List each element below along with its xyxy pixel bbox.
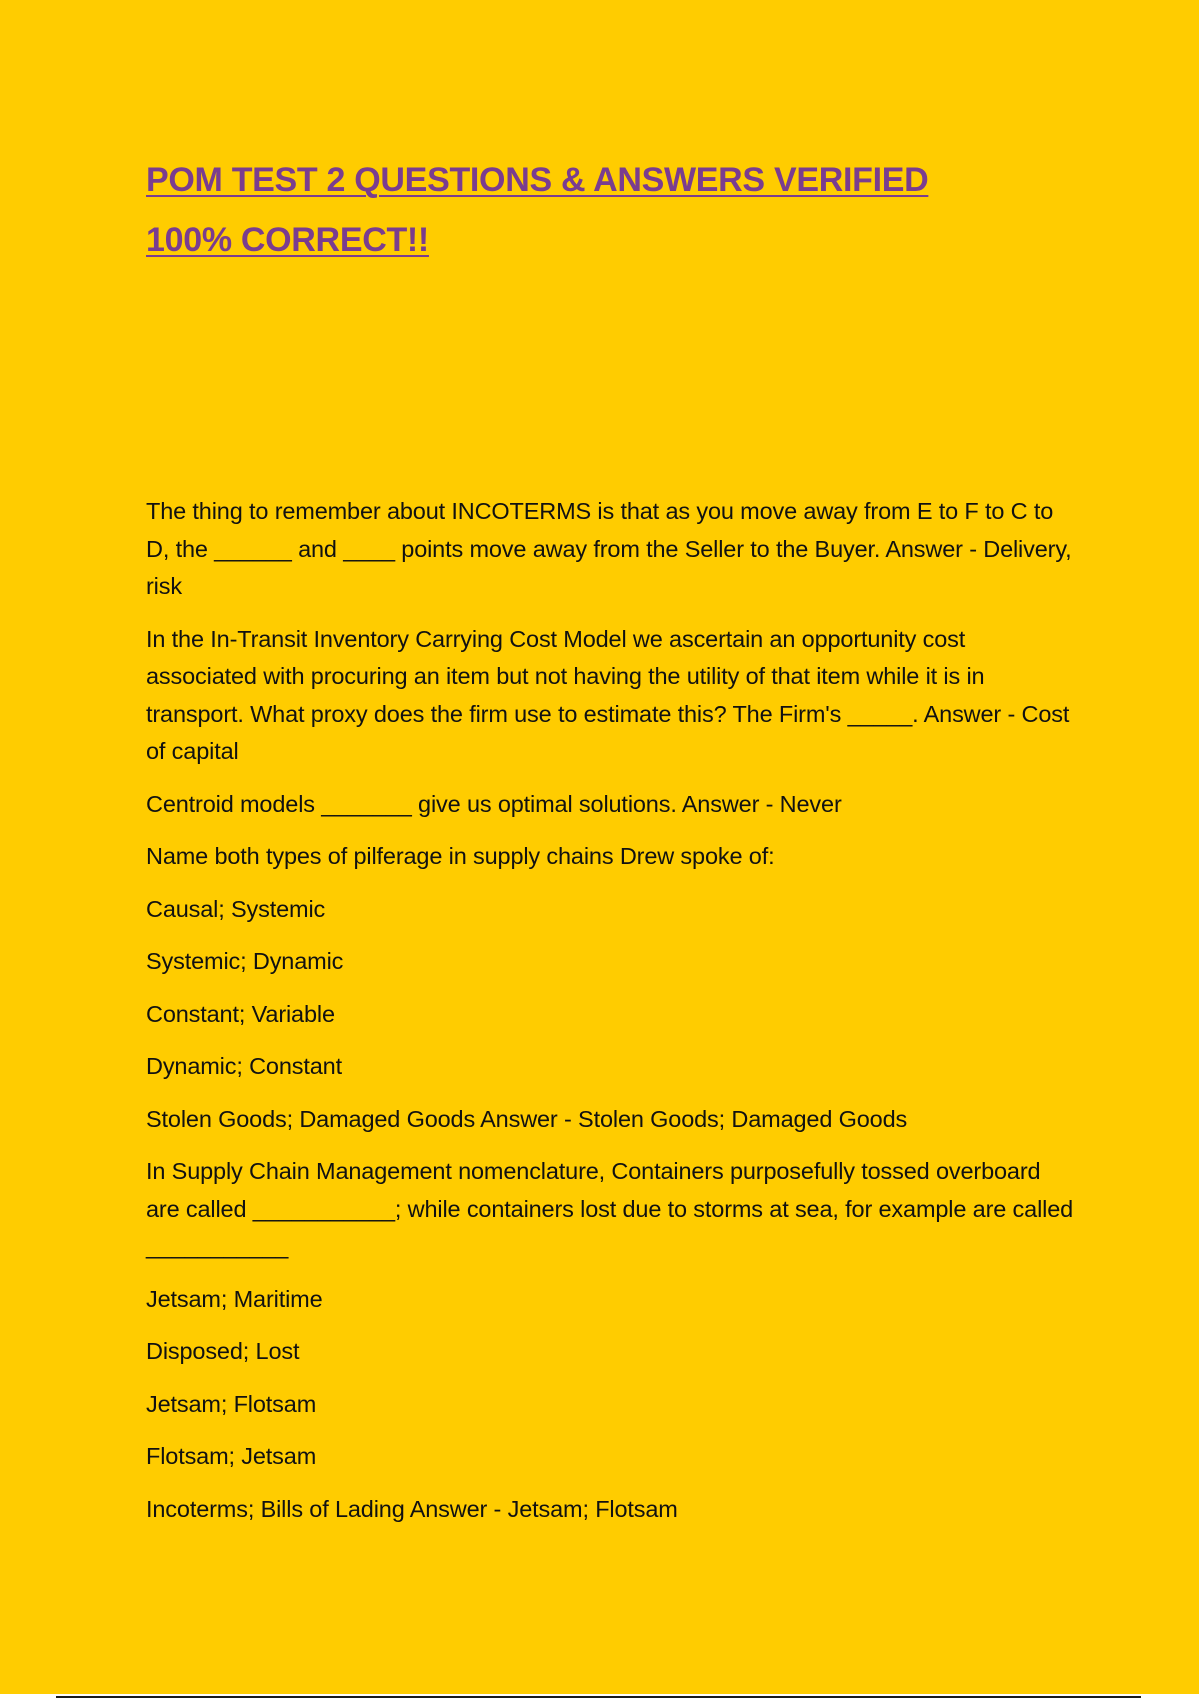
document-title [146, 150, 1046, 270]
question-centroid-models: Centroid models _______ give us optimal solutions. Answer - Never [146, 790, 842, 817]
question-in-transit-cost: In the In-Transit Inventory Carrying Cost Model we ascertain an opportunity cost associated with procuring an item but not having the utility of that item while it is in transport. What proxy does the firm use to estimate this? The Firm's _____. Answer - Cost of capital [146, 625, 1070, 764]
answer-option: Disposed; Lost [146, 1338, 300, 1364]
title-line-2: 100% CORRECT!! [146, 221, 429, 259]
answer-option: Jetsam; Maritime [146, 1285, 323, 1312]
question-incoterms: The thing to remember about INCOTERMS is that as you move away from E to F to C to D, the ______ and ____ points move away from the Seller to the Buyer. Answer - Delivery, risk [146, 498, 1072, 599]
answer-option: Systemic; Dynamic [146, 948, 344, 974]
page-divider [56, 1696, 1141, 1698]
title-line-1: POM TEST 2 QUESTIONS & ANSWERS VERIFIED [146, 161, 929, 199]
question-pilferage: Name both types of pilferage in supply chains Drew spoke of: [146, 843, 775, 869]
document-body [146, 493, 1076, 1543]
answer-option: Jetsam; Flotsam [146, 1390, 317, 1417]
answer-option: Causal; Systemic [146, 895, 326, 922]
answer-option-with-answer: Stolen Goods; Damaged Goods Answer - Stolen Goods; Damaged Goods [146, 1105, 908, 1132]
answer-option-with-answer: Incoterms; Bills of Lading Answer - Jetsam; Flotsam [146, 1495, 678, 1522]
question-containers-overboard: In Supply Chain Management nomenclature, Containers purposefully tossed overboard are called ___________; while containers lost due to storms at sea, for example are called ___________ [146, 1158, 1074, 1259]
answer-option: Flotsam; Jetsam [146, 1443, 317, 1469]
answer-option: Dynamic; Constant [146, 1053, 342, 1079]
answer-option: Constant; Variable [146, 1000, 335, 1027]
